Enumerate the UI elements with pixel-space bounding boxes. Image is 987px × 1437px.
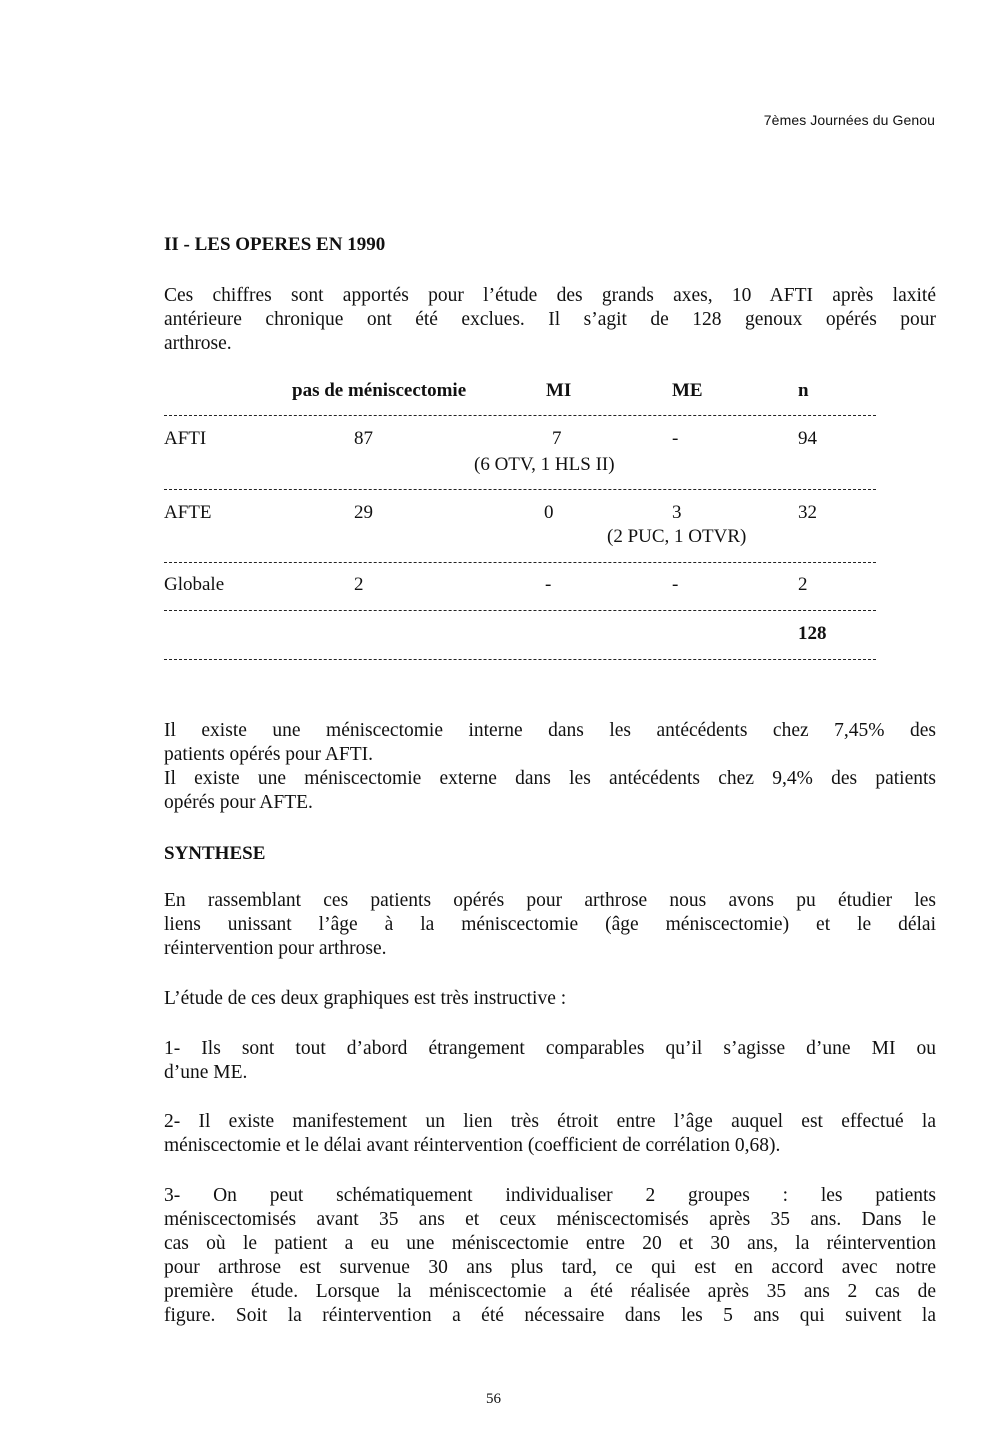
table-separator <box>164 415 876 416</box>
cell-afti-mi: 7 <box>552 428 562 449</box>
column-header-mi: MI <box>546 380 572 401</box>
synthese-paragraph-3 <box>164 1037 936 1085</box>
column-header-n: n <box>798 380 809 401</box>
paragraph-line: méniscectomie et le délai avant réintervention (coefficient de corrélation 0,68). <box>164 1135 781 1156</box>
paragraph-line: pour arthrose est survenue 30 ans plus tard, ce qui est en accord avec notre <box>164 1257 936 1278</box>
paragraph-line: cas où le patient a eu une méniscectomie entre 20 et 30 ans, la réintervention <box>164 1233 936 1254</box>
paragraph-line: arthrose. <box>164 333 232 354</box>
table-total: 128 <box>798 623 827 644</box>
findings-paragraph <box>164 719 936 815</box>
cell-afti-mi-note: (6 OTV, 1 HLS II) <box>474 454 615 475</box>
paragraph-line: Il existe une méniscectomie externe dans les antécédents chez 9,4% des patients <box>164 768 936 789</box>
row-label-afte: AFTE <box>164 502 212 523</box>
paragraph-line: liens unissant l’âge à la méniscectomie (âge méniscectomie) et le délai <box>164 914 936 935</box>
section-title: II - LES OPERES EN 1990 <box>164 234 386 255</box>
cell-afte-pas: 29 <box>354 502 373 523</box>
paragraph-line: d’une ME. <box>164 1062 248 1083</box>
synthese-paragraph-2: L’étude de ces deux graphiques est très instructive : <box>164 988 567 1009</box>
paragraph-line: antérieure chronique ont été exclues. Il s’agit de 128 genoux opérés pour <box>164 309 936 330</box>
cell-afte-me-note: (2 PUC, 1 OTVR) <box>607 526 747 547</box>
paragraph-line: Ces chiffres sont apportés pour l’étude des grands axes, 10 AFTI après laxité <box>164 285 936 306</box>
paragraph-line: patients opérés pour AFTI. <box>164 744 374 765</box>
cell-afte-me: 3 <box>672 502 682 523</box>
paragraph-line: Il existe une méniscectomie interne dans les antécédents chez 7,45% des <box>164 720 936 741</box>
paragraph-line: opérés pour AFTE. <box>164 792 313 813</box>
synthese-paragraph-1 <box>164 889 936 961</box>
paragraph-line: 2- Il existe manifestement un lien très étroit entre l’âge auquel est effectué la <box>164 1111 936 1132</box>
paragraph-line: figure. Soit la réintervention a été nécessaire dans les 5 ans qui suivent la <box>164 1305 936 1326</box>
paragraph-line: réintervention pour arthrose. <box>164 938 387 959</box>
synthese-paragraph-4 <box>164 1110 936 1158</box>
synthese-heading: SYNTHESE <box>164 843 266 864</box>
synthese-paragraph-5 <box>164 1184 936 1328</box>
operations-table <box>164 380 876 670</box>
table-separator <box>164 489 876 490</box>
paragraph-line: première étude. Lorsque la méniscectomie a été réalisée après 35 ans 2 cas de <box>164 1281 936 1302</box>
cell-afte-n: 32 <box>798 502 817 523</box>
column-header-me: ME <box>672 380 703 401</box>
cell-globale-mi: - <box>545 574 552 595</box>
paragraph-line: 3- On peut schématiquement individualiser 2 groupes : les patients <box>164 1185 936 1206</box>
intro-paragraph <box>164 284 936 356</box>
cell-afti-n: 94 <box>798 428 817 449</box>
cell-afte-mi: 0 <box>544 502 554 523</box>
table-separator <box>164 610 876 611</box>
table-separator <box>164 659 876 660</box>
cell-globale-pas: 2 <box>354 574 364 595</box>
row-label-afti: AFTI <box>164 428 207 449</box>
cell-afti-pas: 87 <box>354 428 373 449</box>
cell-globale-me: - <box>672 574 679 595</box>
paragraph-line: 1- Ils sont tout d’abord étrangement comparables qu’il s’agisse d’une MI ou <box>164 1038 936 1059</box>
running-header: 7èmes Journées du Genou <box>763 112 935 128</box>
column-header-pas-de-meniscectomie: pas de méniscectomie <box>292 380 467 401</box>
cell-globale-n: 2 <box>798 574 808 595</box>
paragraph-line: méniscectomisés avant 35 ans et ceux méniscectomisés après 35 ans. Dans le <box>164 1209 936 1230</box>
row-label-globale: Globale <box>164 574 225 595</box>
cell-afti-me: - <box>672 428 679 449</box>
table-separator <box>164 562 876 563</box>
paragraph-line: En rassemblant ces patients opérés pour arthrose nous avons pu étudier les <box>164 890 936 911</box>
page-number: 56 <box>486 1391 501 1407</box>
